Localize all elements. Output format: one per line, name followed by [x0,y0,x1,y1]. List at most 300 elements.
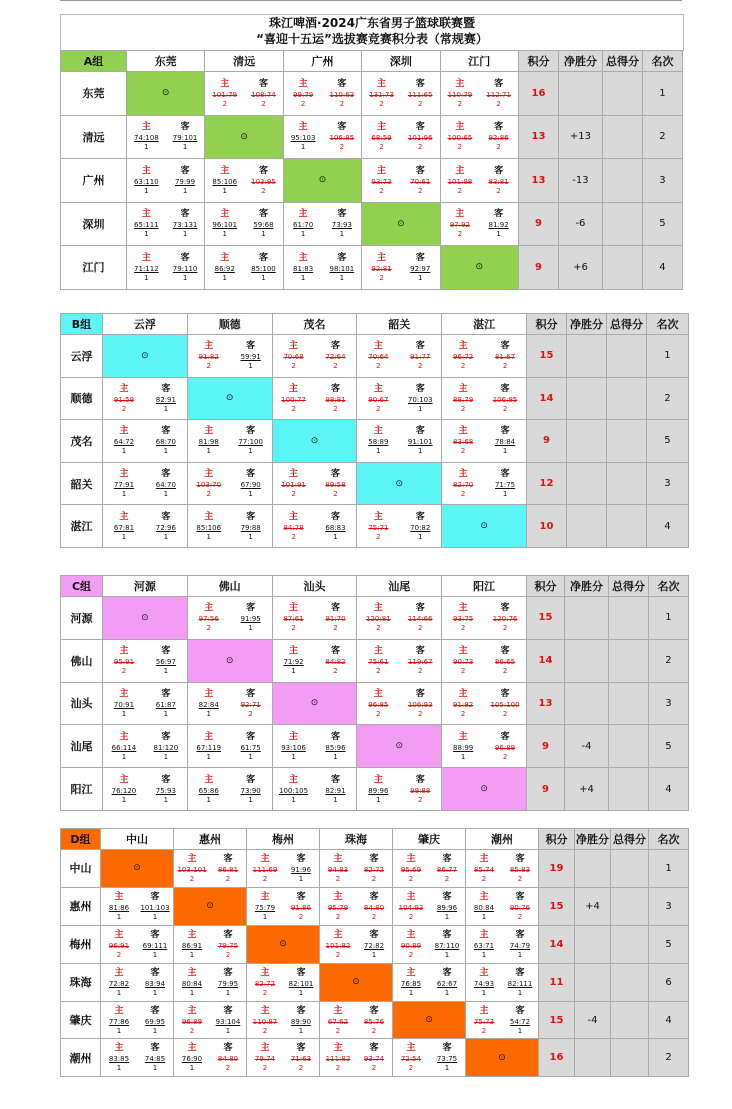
match-cell [357,597,442,640]
away-game [479,165,518,196]
match-cell [247,1001,320,1039]
game-points: 1 [261,230,266,239]
match-cell [101,925,174,963]
away-label: 客 [500,469,510,480]
match-cell [272,505,357,548]
game-score: 101:96 [407,134,433,143]
game-score: 108:74 [251,90,276,99]
game-points: 1 [121,490,127,499]
team-row [61,768,689,811]
total-header: 总得分 [608,576,648,597]
team-net-score: -4 [564,725,608,768]
game-points: 2 [460,447,466,456]
away-game [322,121,361,152]
match-cell [187,505,272,548]
home-label: 主 [114,967,124,978]
away-game [230,602,272,633]
game-points: 2 [121,667,127,676]
match-cell [320,925,393,963]
away-label: 客 [296,1005,306,1016]
game-points: 2 [248,709,253,718]
team-total-score [608,682,648,725]
game-score: 92:86 [488,134,509,143]
game-score: 85:76 [363,1017,385,1026]
home-game [442,425,484,456]
game-points: 1 [144,273,149,282]
game-score: 91:59 [113,395,135,404]
home-game [188,511,230,542]
game-points: 1 [333,752,338,761]
game-score: 74:93 [473,979,495,988]
game-score: 96:89 [181,1017,203,1026]
team-total-score [602,72,642,116]
home-label: 主 [289,603,299,614]
home-game [393,967,429,998]
away-game [429,929,465,960]
away-game [429,1042,465,1073]
match-cell [127,246,205,290]
match-cell [101,1001,174,1039]
team-name: 惠州 [61,887,101,925]
game-points: 2 [222,99,227,108]
team-net-score [566,335,606,378]
away-label: 客 [415,383,425,394]
home-game [442,688,484,719]
away-label: 客 [369,891,379,902]
home-label: 主 [458,688,468,699]
home-label: 主 [406,929,416,940]
team-name: 潮州 [61,1039,101,1077]
away-game [230,688,272,719]
match-cell [205,72,283,116]
away-game [315,602,357,633]
game-score: 103:95 [251,177,276,186]
home-game [357,511,399,542]
game-points: 1 [496,230,501,239]
team-row [61,202,683,246]
net-header: 净胜分 [558,51,602,72]
team-column-header: 河源 [103,576,188,597]
game-points: 1 [182,273,188,282]
away-game [137,929,173,960]
game-score: 70:68 [283,353,304,362]
game-points: 1 [189,1064,195,1073]
game-score: 81:86 [108,903,130,912]
home-game [362,121,401,152]
self-match-cell: ⊙ [272,682,357,725]
away-game [429,891,465,922]
team-row [61,639,689,682]
away-game [210,929,246,960]
self-match-cell: ⊙ [320,963,393,1001]
away-game [166,208,205,239]
self-match-cell: ⊙ [466,1039,539,1077]
game-points: 1 [248,447,253,456]
away-label: 客 [330,511,340,522]
home-game [442,645,484,676]
game-score: 81:120 [153,743,179,752]
game-score: 74:108 [134,134,159,143]
game-points: 1 [116,988,122,997]
game-score: 92:71 [240,700,261,709]
away-game [399,645,441,676]
home-label: 主 [333,1005,343,1016]
team-name: 梅州 [61,925,101,963]
home-label: 主 [204,511,214,522]
team-rank: 5 [649,925,689,963]
away-label: 客 [500,383,510,394]
home-label: 主 [458,646,468,657]
match-cell [101,887,174,925]
game-score: 90:76 [509,903,531,912]
game-score: 97:92 [449,221,470,230]
home-game [127,121,166,152]
game-score: 77:91 [113,481,135,490]
away-label: 客 [161,469,171,480]
game-score: 103:101 [177,865,207,874]
team-column-header: 汕尾 [357,576,442,597]
game-points: 2 [225,950,231,959]
team-column-header: 韶关 [357,314,442,335]
game-score: 88:99 [453,743,474,752]
game-score: 79:74 [254,1055,276,1064]
home-label: 主 [289,341,299,352]
game-points: 1 [163,795,169,804]
game-points: 1 [225,1026,231,1035]
game-score: 77:100 [238,438,263,447]
away-label: 客 [246,426,256,437]
game-score: 86:77 [436,865,458,874]
game-points: 2 [300,99,306,108]
game-score: 59:91 [240,353,261,362]
game-score: 68:59 [371,134,392,143]
game-points: 1 [189,988,195,997]
team-total-score [606,420,646,463]
team-points: 16 [518,72,558,116]
game-score: 82:84 [198,700,219,709]
game-points: 1 [298,988,304,997]
match-cell [393,1039,466,1077]
team-rank: 1 [649,850,689,888]
away-label: 客 [337,252,347,263]
home-game [320,929,356,960]
away-label: 客 [258,78,268,89]
home-game [320,1042,356,1073]
away-label: 客 [246,603,256,614]
home-label: 主 [260,853,270,864]
away-game [283,1042,319,1073]
game-points: 2 [298,1064,304,1073]
home-game [188,425,230,456]
home-game [441,165,480,196]
away-game [315,645,357,676]
game-points: 1 [300,230,306,239]
home-label: 主 [377,252,387,263]
home-game [205,208,244,239]
game-points: 1 [189,950,195,959]
game-points: 1 [333,532,338,541]
home-game [273,468,315,499]
away-game [210,853,246,884]
away-game [315,774,357,805]
home-label: 主 [141,165,151,176]
game-points: 2 [335,874,341,883]
game-score: 101:98 [447,177,473,186]
game-score: 75:79 [254,903,276,912]
team-rank: 4 [642,246,682,290]
team-net-score [575,925,611,963]
away-game [145,425,187,456]
game-score: 67:90 [240,481,261,490]
game-points: 1 [248,532,253,541]
home-game [101,891,137,922]
away-label: 客 [246,774,256,785]
group-header-row [61,314,689,335]
total-header: 总得分 [602,51,642,72]
team-name: 韶关 [61,462,103,505]
away-label: 客 [223,1005,233,1016]
team-column-header: 湛江 [442,314,527,335]
match-cell [283,202,361,246]
game-points: 1 [418,447,423,456]
away-label: 客 [246,469,256,480]
home-game [441,121,480,152]
home-label: 主 [458,383,468,394]
match-cell [127,202,205,246]
away-label: 客 [150,1043,160,1054]
game-score: 54:72 [509,1017,531,1026]
team-column-header: 珠海 [320,829,393,850]
team-rank: 5 [648,725,688,768]
self-match-cell: ⊙ [187,377,272,420]
game-points: 1 [262,912,268,921]
team-column-header: 惠州 [174,829,247,850]
game-points: 1 [517,1026,523,1035]
team-rank: 2 [646,377,688,420]
away-game [322,252,361,283]
game-score: 58:89 [368,438,389,447]
group-table-4 [60,828,689,1077]
game-score: 82:91 [325,786,346,795]
home-game [101,929,137,960]
team-name: 云浮 [61,335,103,378]
home-label: 主 [479,891,489,902]
home-label: 主 [458,426,468,437]
game-points: 2 [418,667,423,676]
team-column-header: 佛山 [187,576,272,597]
game-points: 2 [291,362,296,371]
game-points: 1 [481,912,487,921]
game-points: 2 [335,1064,341,1073]
away-label: 客 [500,688,510,699]
match-cell [442,377,527,420]
game-score: 72:96 [155,523,176,532]
game-points: 1 [444,950,450,959]
away-label: 客 [494,122,504,133]
match-cell [283,72,361,116]
home-label: 主 [406,853,416,864]
home-label: 主 [455,165,465,176]
away-label: 客 [161,511,171,522]
game-points: 1 [298,1026,304,1035]
game-points: 2 [371,874,377,883]
game-score: 64:72 [113,438,135,447]
away-label: 客 [223,853,233,864]
game-score: 82:72 [363,865,385,874]
away-game [401,165,440,196]
away-label: 客 [180,209,190,220]
game-score: 70:91 [113,700,135,709]
game-score: 65:111 [134,221,159,230]
away-game [429,967,465,998]
team-column-header: 云浮 [103,314,188,335]
group-table-1 [60,50,683,290]
home-label: 主 [333,929,343,940]
game-points: 1 [182,230,188,239]
game-score: 120:76 [492,615,518,624]
game-score: 96:85 [368,700,389,709]
game-score: 69:95 [144,1017,166,1026]
away-game [283,891,319,922]
match-cell [442,597,527,640]
away-game [484,425,526,456]
team-row [61,963,689,1001]
game-score: 100:77 [281,395,306,404]
team-points: 14 [539,925,575,963]
team-net-score: +13 [558,115,602,159]
match-cell [247,1039,320,1077]
game-points: 2 [291,532,296,541]
team-name: 清远 [61,115,127,159]
home-label: 主 [406,891,416,902]
home-label: 主 [289,646,299,657]
team-net-score: +4 [575,887,611,925]
team-total-score [606,505,646,548]
game-points: 1 [333,795,338,804]
game-points: 1 [222,186,227,195]
team-total-score [606,377,646,420]
game-score: 106:85 [492,395,518,404]
away-label: 客 [500,341,510,352]
team-name: 湛江 [61,505,103,548]
away-label: 客 [442,929,452,940]
away-label: 客 [330,469,340,480]
home-label: 主 [141,252,151,263]
game-score: 87:110 [434,941,460,950]
game-score: 71:75 [494,481,516,490]
away-label: 客 [330,731,340,742]
away-label: 客 [442,1043,452,1054]
home-label: 主 [373,426,383,437]
away-label: 客 [415,341,425,352]
team-rank: 3 [648,682,688,725]
away-game [283,853,319,884]
game-points: 1 [517,950,523,959]
match-cell [393,850,466,888]
game-points: 1 [481,988,487,997]
rank-header: 名次 [642,51,682,72]
away-game [145,468,187,499]
game-score: 70:82 [410,523,431,532]
home-label: 主 [333,891,343,902]
game-points: 2 [502,404,508,413]
home-game [320,891,356,922]
home-game [127,252,166,283]
team-rank: 3 [642,159,682,203]
home-label: 主 [260,891,270,902]
game-score: 76:85 [400,979,422,988]
team-points: 11 [539,963,575,1001]
home-game [174,1005,210,1036]
away-game [356,1042,392,1073]
team-name: 深圳 [61,202,127,246]
home-game [442,468,484,499]
team-row [61,420,689,463]
team-points: 9 [518,246,558,290]
away-label: 客 [223,929,233,940]
game-points: 1 [502,490,508,499]
game-score: 83:85 [108,1055,130,1064]
game-points: 2 [371,912,377,921]
away-label: 客 [494,165,504,176]
game-points: 1 [163,709,169,718]
self-match-cell: ⊙ [127,72,205,116]
away-label: 客 [369,929,379,940]
team-points: 14 [526,377,566,420]
away-label: 客 [161,774,171,785]
game-points: 1 [121,752,127,761]
home-label: 主 [204,774,214,785]
home-label: 主 [119,383,129,394]
game-points: 2 [339,99,345,108]
game-points: 1 [408,988,414,997]
away-label: 客 [180,252,190,263]
game-points: 2 [335,1026,341,1035]
points-header: 积分 [526,576,564,597]
team-column-header: 潮州 [466,829,539,850]
game-score: 83:94 [144,979,166,988]
away-game [502,967,538,998]
game-score: 96:91 [108,941,130,950]
home-label: 主 [373,774,383,785]
game-points: 2 [418,795,423,804]
game-score: 85:100 [251,264,276,273]
home-game [362,78,401,109]
game-score: 91:101 [407,438,433,447]
team-points: 15 [539,1001,575,1039]
away-label: 客 [246,341,256,352]
match-cell [283,246,361,290]
away-label: 客 [330,383,340,394]
team-row [61,725,689,768]
match-cell [320,850,393,888]
match-cell [466,963,539,1001]
away-label: 客 [515,891,525,902]
game-score: 82:111 [507,979,533,988]
home-game [466,1005,502,1036]
away-game [502,1005,538,1036]
away-game [145,383,187,414]
game-points: 2 [460,667,466,676]
team-column-header: 茂名 [272,314,357,335]
match-cell [283,115,361,159]
game-points: 2 [261,99,266,108]
match-cell [362,246,440,290]
away-game [399,774,441,805]
team-points: 10 [526,505,566,548]
away-game [230,511,272,542]
game-points: 2 [333,404,338,413]
